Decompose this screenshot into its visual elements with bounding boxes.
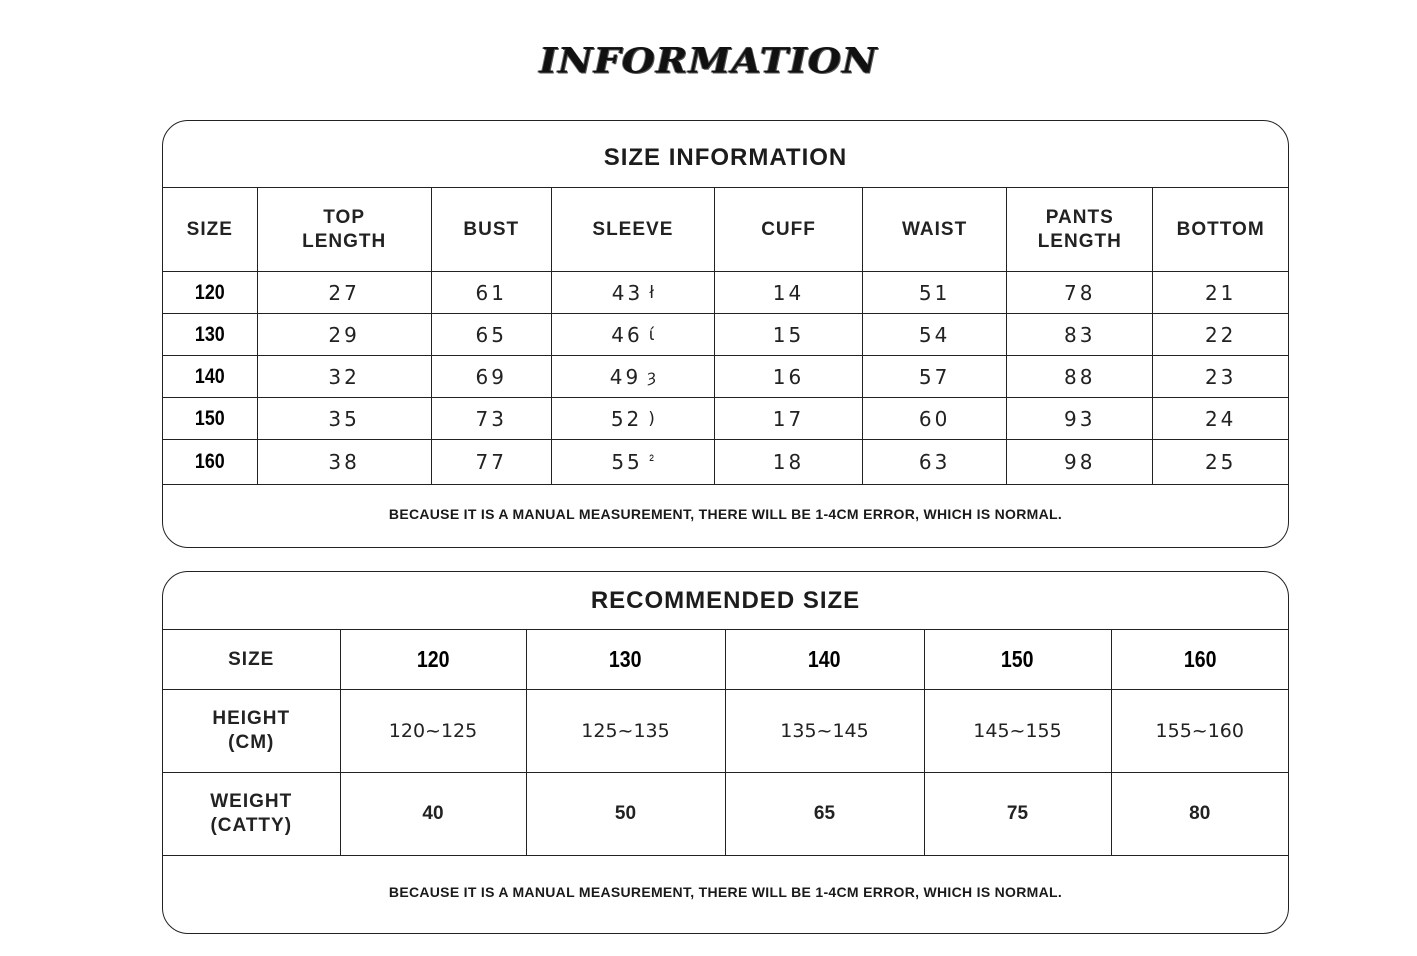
header-bottom: BOTTOM: [1153, 188, 1288, 272]
cell-pants-length: 88: [1007, 356, 1153, 398]
cell-size: 160: [170, 440, 250, 485]
size-information-panel: [162, 120, 1289, 548]
cell-waist: 54: [863, 314, 1007, 356]
cell-sleeve: [551, 440, 714, 485]
rec-size-120: 120: [340, 630, 526, 690]
recommended-size-note: BECAUSE IT IS A MANUAL MEASUREMENT, THERE WILL BE 1-4CM ERROR, WHICH IS NORMAL.: [388, 884, 1063, 900]
rec-size-140: 140: [725, 630, 924, 690]
rec-height-120: 120~125: [340, 690, 526, 773]
cell-bust: 77: [431, 440, 551, 485]
rec-weight-130: 50: [526, 773, 725, 856]
cell-size: 120: [170, 272, 250, 314]
rec-size-label: SIZE: [163, 630, 340, 690]
sleeve-value: 49: [609, 364, 642, 389]
cell-sleeve: [551, 272, 714, 314]
recommended-size-panel: [162, 571, 1289, 934]
cell-cuff: 15: [714, 314, 862, 356]
cell-waist: 51: [863, 272, 1007, 314]
cell-waist: 63: [863, 440, 1007, 485]
sleeve-stray-mark: ȝ: [647, 366, 657, 387]
cell-cuff: 16: [714, 356, 862, 398]
rec-weight-160: 80: [1111, 773, 1288, 856]
rec-weight-150: 75: [924, 773, 1111, 856]
cell-waist: 60: [863, 398, 1007, 440]
cell-waist: 57: [863, 356, 1007, 398]
header-sleeve: SLEEVE: [551, 188, 714, 272]
rec-height-row: [163, 690, 1288, 773]
page-title: INFORMATION: [539, 40, 878, 81]
cell-top-length: 29: [257, 314, 431, 356]
cell-pants-length: 93: [1007, 398, 1153, 440]
cell-pants-length: 83: [1007, 314, 1153, 356]
cell-pants-length: 98: [1007, 440, 1153, 485]
size-table-row: [163, 356, 1288, 398]
header-waist: WAIST: [863, 188, 1007, 272]
size-table-header-row: [163, 188, 1288, 272]
cell-size: 150: [170, 398, 250, 440]
cell-cuff: 18: [714, 440, 862, 485]
size-information-table: [163, 188, 1288, 485]
cell-bust: 61: [431, 272, 551, 314]
sleeve-stray-mark: ᒾ: [648, 452, 655, 472]
cell-sleeve: [551, 356, 714, 398]
cell-bust: 73: [431, 398, 551, 440]
header-bust: BUST: [431, 188, 551, 272]
cell-top-length: 35: [257, 398, 431, 440]
rec-height-160: 155~160: [1111, 690, 1288, 773]
recommended-size-table: [163, 630, 1288, 856]
cell-bottom: 22: [1153, 314, 1288, 356]
size-information-note: BECAUSE IT IS A MANUAL MEASUREMENT, THERE WILL BE 1-4CM ERROR, WHICH IS NORMAL.: [388, 506, 1063, 522]
cell-sleeve: [551, 314, 714, 356]
rec-size-150: 150: [924, 630, 1111, 690]
sleeve-value: 52: [610, 406, 643, 431]
cell-bust: 65: [431, 314, 551, 356]
header-pants-length: PANTS LENGTH: [1007, 188, 1153, 272]
rec-size-130: 130: [526, 630, 725, 690]
rec-height-label: HEIGHT (CM): [163, 690, 340, 773]
sleeve-stray-mark: ): [648, 408, 655, 429]
header-cuff: CUFF: [714, 188, 862, 272]
cell-cuff: 17: [714, 398, 862, 440]
size-information-title: SIZE INFORMATION: [163, 121, 1288, 188]
header-size: SIZE: [163, 188, 257, 272]
cell-cuff: 14: [714, 272, 862, 314]
header-top-length: TOP LENGTH: [257, 188, 431, 272]
cell-bottom: 23: [1153, 356, 1288, 398]
rec-height-130: 125~135: [526, 690, 725, 773]
size-table-row: [163, 440, 1288, 485]
rec-height-150: 145~155: [924, 690, 1111, 773]
sleeve-stray-mark: ł: [649, 282, 655, 303]
cell-bust: 69: [431, 356, 551, 398]
cell-top-length: 27: [257, 272, 431, 314]
cell-size: 140: [170, 356, 250, 398]
sleeve-stray-mark: ί: [648, 324, 655, 345]
cell-bottom: 21: [1153, 272, 1288, 314]
size-table-row: [163, 398, 1288, 440]
rec-size-160: 160: [1111, 630, 1288, 690]
size-table-row: [163, 314, 1288, 356]
cell-bottom: 25: [1153, 440, 1288, 485]
rec-size-row: [163, 630, 1288, 690]
cell-size: 130: [170, 314, 250, 356]
rec-weight-140: 65: [725, 773, 924, 856]
cell-bottom: 24: [1153, 398, 1288, 440]
sleeve-value: 43: [611, 280, 644, 305]
rec-weight-row: [163, 773, 1288, 856]
cell-pants-length: 78: [1007, 272, 1153, 314]
sleeve-value: 46: [611, 322, 643, 347]
sleeve-value: 55: [611, 450, 643, 474]
recommended-size-title: RECOMMENDED SIZE: [163, 572, 1288, 630]
cell-top-length: 32: [257, 356, 431, 398]
rec-height-140: 135~145: [725, 690, 924, 773]
cell-top-length: 38: [257, 440, 431, 485]
cell-sleeve: [551, 398, 714, 440]
size-table-row: [163, 272, 1288, 314]
rec-weight-120: 40: [340, 773, 526, 856]
rec-weight-label: WEIGHT (CATTY): [163, 773, 340, 856]
